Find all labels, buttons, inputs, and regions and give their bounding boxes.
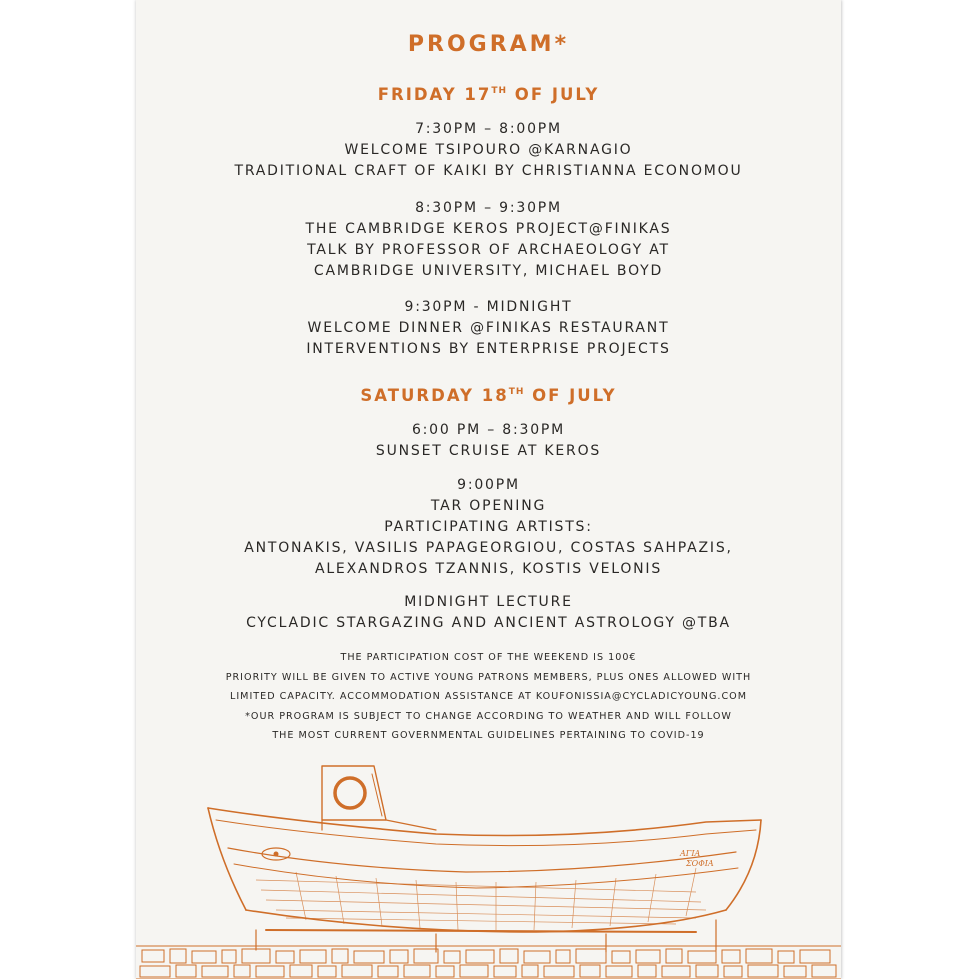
footnote-disclaimer: *OUR PROGRAM IS SUBJECT TO CHANGE ACCORDING TO WEATHER AND WILL FOLLOW: [245, 710, 732, 722]
event-title: MIDNIGHT LECTURE: [404, 594, 573, 610]
event-block: [136, 420, 841, 462]
event-time: 9:00PM: [457, 477, 520, 493]
event-title: TAR OPENING: [430, 498, 547, 514]
event-detail: ALEXANDROS TZANNIS, KOSTIS VELONIS: [314, 561, 663, 577]
event-title: WELCOME DINNER @FINIKAS RESTAURANT: [307, 320, 670, 336]
event-time: 9:30PM - MIDNIGHT: [404, 299, 573, 315]
event-block: [136, 198, 841, 282]
day-ordinal: TH: [491, 86, 508, 96]
boat-name-line-1: ΑΓΙΑ: [680, 849, 701, 858]
day-ordinal: TH: [508, 387, 525, 397]
invitation-card: [136, 0, 841, 979]
event-time: 8:30PM – 9:30PM: [415, 200, 562, 216]
event-detail: INTERVENTIONS BY ENTERPRISE PROJECTS: [306, 341, 671, 357]
event-title: THE CAMBRIDGE KEROS PROJECT@FINIKAS: [305, 221, 672, 237]
event-detail: PARTICIPATING ARTISTS:: [384, 519, 593, 535]
event-block: [136, 475, 841, 580]
footnote-accommodation: LIMITED CAPACITY. ACCOMMODATION ASSISTANCE AT KOUFONISSIA@CYCLADICYOUNG.COM: [230, 691, 747, 702]
footnotes: [136, 648, 841, 746]
day-month: OF JULY: [507, 85, 600, 104]
event-detail: TRADITIONAL CRAFT OF KAIKI BY CHRISTIANNA ECONOMOU: [234, 163, 743, 179]
event-detail: TALK BY PROFESSOR OF ARCHAEOLOGY AT: [307, 242, 670, 258]
event-block: [136, 592, 841, 634]
boat-name-line-2: ΣΟΦΙΑ: [686, 859, 714, 868]
event-detail: CYCLADIC STARGAZING AND ANCIENT ASTROLOGY @TBA: [246, 615, 731, 631]
event-block: [136, 297, 841, 360]
program-content: [136, 30, 841, 746]
day-month: OF JULY: [524, 386, 617, 405]
event-time: 7:30PM – 8:00PM: [415, 121, 562, 137]
event-title: WELCOME TSIPOURO @KARNAGIO: [344, 142, 633, 158]
event-block: [136, 119, 841, 182]
footnote-cost: THE PARTICIPATION COST OF THE WEEKEND IS 100€: [340, 652, 637, 663]
event-time: 6:00 PM – 8:30PM: [411, 422, 566, 438]
footnote-covid: THE MOST CURRENT GOVERNMENTAL GUIDELINES PERTAINING TO COVID-19: [272, 730, 705, 741]
event-detail: ANTONAKIS, VASILIS PAPAGEORGIOU, COSTAS SAHPAZIS,: [244, 540, 733, 556]
event-title: SUNSET CRUISE AT KEROS: [375, 443, 602, 459]
day-heading-saturday: [136, 380, 841, 408]
boat-illustration: [136, 760, 841, 979]
day-name: FRIDAY 17: [377, 85, 492, 104]
footnote-priority: PRIORITY WILL BE GIVEN TO ACTIVE YOUNG PATRONS MEMBERS, PLUS ONES ALLOWED WITH: [225, 671, 752, 683]
day-heading-friday: [136, 79, 841, 107]
event-detail: CAMBRIDGE UNIVERSITY, MICHAEL BOYD: [313, 263, 664, 279]
day-name: SATURDAY 18: [360, 386, 509, 405]
program-title: PROGRAM*: [407, 32, 570, 57]
